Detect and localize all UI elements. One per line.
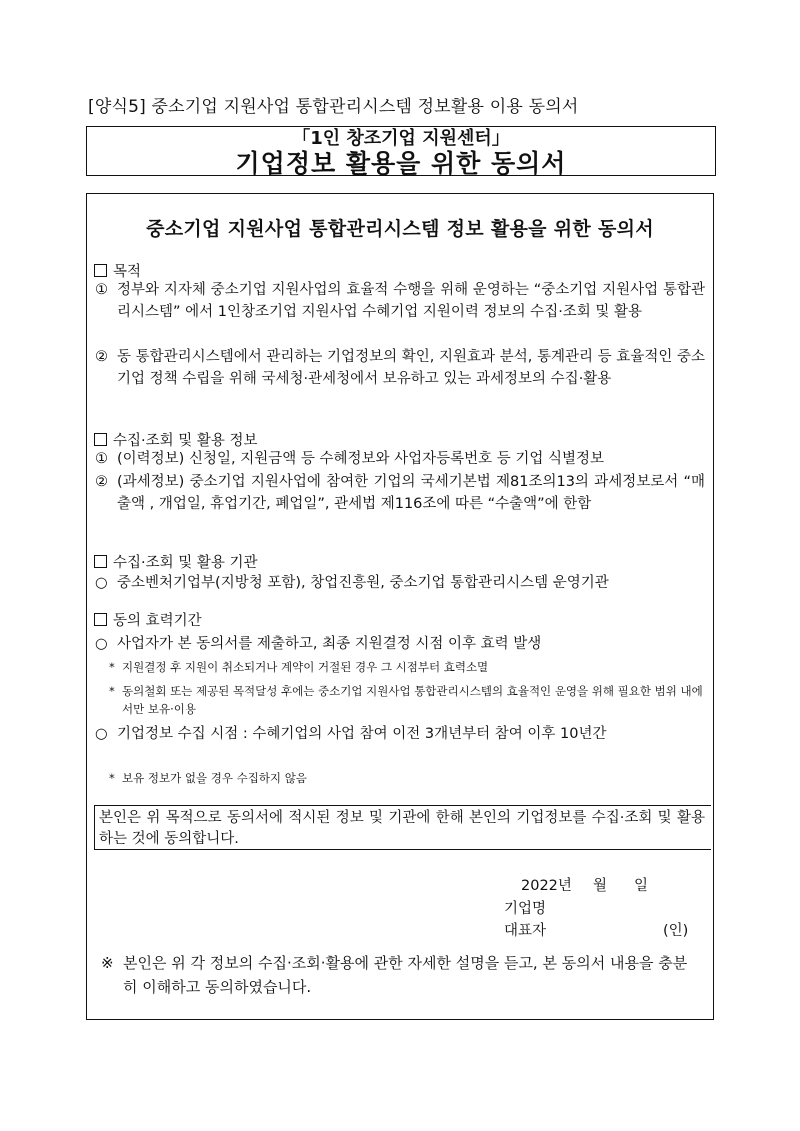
circled-number-marker: ① — [95, 451, 108, 467]
circled-number-marker: ② — [95, 349, 108, 365]
checkbox-square-icon — [94, 555, 107, 568]
list-item: ② (과세정보) 중소기업 지원사업에 참여한 기업의 국세기본법 제81조의13의 과세정보로서 “매출액 , 개업일, 휴업기간, 폐업일”, 관세법 제116조에 따른 “수출액”에 한함 — [95, 471, 705, 515]
form-label: [양식5] 중소기업 지원사업 통합관리시스템 정보활용 이용 동의서 — [88, 97, 579, 117]
section-purpose-label: 목적 — [94, 260, 141, 281]
section-info-label: 수집·조회 및 활용 정보 — [94, 429, 258, 450]
company-name-label: 기업명 — [504, 901, 547, 917]
checkbox-square-icon — [94, 264, 107, 277]
list-item: ② 동 통합관리시스템에서 관리하는 기업정보의 확인, 지원효과 분석, 통계관리 등 효율적인 중소기업 정책 수립을 위해 국세청·관세청에서 보유하고 있는 과세정보의 수집·활용 — [95, 346, 705, 390]
list-item: ○ 중소벤처기업부(지방청 포함), 창업진흥원, 중소기업 통합관리시스템 운영기관 — [95, 572, 705, 594]
list-item: ① 정부와 지자체 중소기업 지원사업의 효율적 수행을 위해 운영하는 “중소기업 지원사업 통합관리시스템” 에서 1인창조기업 지원사업 수혜기업 지원이력 정보의 수집·조회 및 활용 — [95, 279, 705, 323]
asterisk-marker: * — [109, 660, 115, 674]
asterisk-marker: * — [109, 771, 115, 785]
consent-statement: 본인은 위 목적으로 동의서에 적시된 정보 및 기관에 한해 본인의 기업정보를 수집·조회 및 활용하는 것에 동의합니다. — [94, 805, 711, 850]
list-item: ○ 사업자가 본 동의서를 제출하고, 최종 지원결정 시점 이후 효력 발생 — [95, 633, 705, 655]
circle-bullet-marker: ○ — [95, 636, 108, 652]
title-subtitle: ｢1인 창조기업 지원센터｣ — [301, 128, 501, 149]
circle-bullet-marker: ○ — [95, 726, 108, 742]
circled-number-marker: ① — [95, 282, 108, 298]
footnote: ※ 본인은 위 각 정보의 수집·조회·활용에 관한 자세한 설명을 듣고, 본 동의서 내용을 충분히 이해하고 동의하였습니다. — [101, 951, 691, 999]
title-box — [86, 126, 716, 176]
date-month[interactable]: 월 — [593, 878, 608, 894]
note-item: * 보유 정보가 없을 경우 수집하지 않음 — [109, 771, 307, 785]
section-agency-label: 수집·조회 및 활용 기관 — [94, 551, 258, 572]
list-item: ① (이력정보) 신청일, 지원금액 등 수혜정보와 사업자등록번호 등 기업 식별정보 — [95, 448, 705, 470]
representative-label: 대표자 — [504, 923, 547, 939]
note-item: * 동의철회 또는 제공된 목적달성 후에는 중소기업 지원사업 통합관리시스템의 효율적인 운영을 위해 필요한 범위 내에서만 보유·이용 — [109, 684, 703, 716]
checkbox-square-icon — [94, 433, 107, 446]
page-title: 기업정보 활용을 위한 동의서 — [235, 149, 567, 178]
seal-mark[interactable]: (인) — [663, 923, 689, 939]
date-year[interactable]: 2022년 — [521, 878, 572, 894]
list-item: ○ 기업정보 수집 시점 : 수혜기업의 사업 참여 이전 3개년부터 참여 이후 10년간 — [95, 723, 705, 745]
section-period-label: 동의 효력기간 — [94, 609, 202, 630]
form-heading: 중소기업 지원사업 통합관리시스템 정보 활용을 위한 동의서 — [146, 218, 654, 240]
checkbox-square-icon — [94, 613, 107, 626]
reference-mark-icon: ※ — [101, 954, 114, 972]
circle-bullet-marker: ○ — [95, 575, 108, 591]
asterisk-marker: * — [109, 684, 115, 698]
date-day[interactable]: 일 — [634, 878, 649, 894]
note-item: * 지원결정 후 지원이 취소되거나 계약이 거절된 경우 그 시점부터 효력소멸 — [109, 660, 489, 674]
circled-number-marker: ② — [95, 474, 108, 490]
consent-form-body — [86, 193, 714, 1020]
